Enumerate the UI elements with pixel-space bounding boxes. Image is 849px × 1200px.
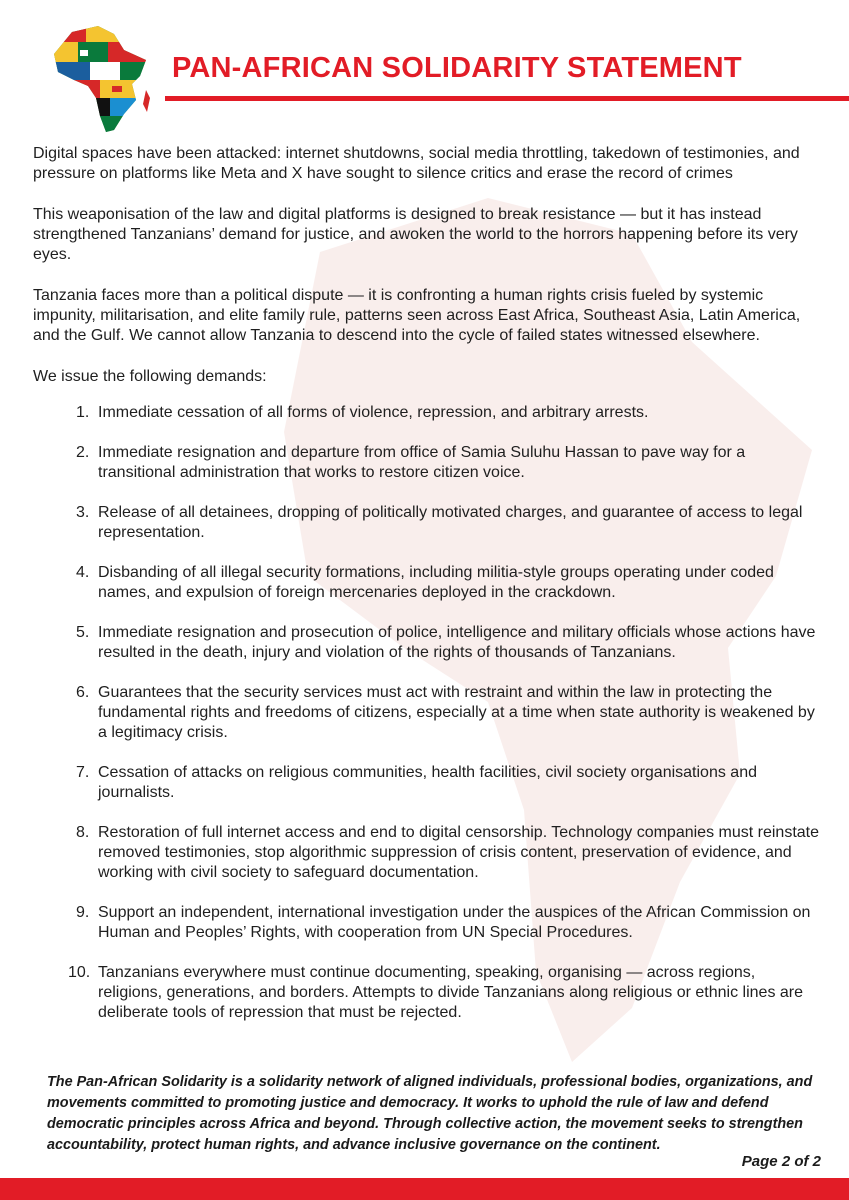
africa-flags-map-icon bbox=[50, 20, 158, 135]
organization-about: The Pan-African Solidarity is a solidarity network of aligned individuals, professional bodies, organizations, and movements committed to promoting justice and democracy. It works to uphold the rule of law and defend democratic principles across Africa and beyond. Through collective action, the movement seeks to strengthen accountability, protect human rights, and advance inclusive governance on the continent. bbox=[47, 1074, 813, 1154]
list-item bbox=[33, 623, 823, 663]
list-item-number: 2. bbox=[76, 444, 90, 461]
demands-intro: We issue the following demands: bbox=[33, 368, 267, 385]
list-item-text: Tanzanians everywhere must continue documenting, speaking, organising — across regions, religions, generations, and borders. Attempts to divide Tanzanians along religious or ethnic lines are deliberate tools of repression that must be rejected. bbox=[98, 964, 804, 1021]
list-item bbox=[33, 403, 823, 423]
list-item-number: 10. bbox=[68, 964, 91, 981]
list-item-number: 1. bbox=[76, 404, 90, 421]
list-item bbox=[33, 963, 823, 1023]
list-item-text: Cessation of attacks on religious communities, health facilities, civil society organisations and journalists. bbox=[98, 764, 757, 801]
list-item bbox=[33, 763, 823, 803]
list-item-number: 6. bbox=[76, 684, 90, 701]
demands-list bbox=[33, 403, 823, 1023]
list-item-number: 3. bbox=[76, 504, 90, 521]
statement-body bbox=[33, 144, 823, 1043]
page-number: Page 2 of 2 bbox=[741, 1153, 821, 1170]
list-item-text: Immediate resignation and prosecution of police, intelligence and military officials whose actions have resulted in the death, injury and violation of the rights of thousands of Tanzanians. bbox=[98, 624, 816, 661]
list-item-text: Release of all detainees, dropping of politically motivated charges, and guarantee of access to legal representation. bbox=[98, 504, 803, 541]
list-item bbox=[33, 903, 823, 943]
paragraph-digital-attacks: Digital spaces have been attacked: internet shutdowns, social media throttling, takedown of testimonies, and pressure on platforms like Meta and X have sought to silence critics and erase the record of crimes bbox=[33, 145, 800, 182]
paragraph-human-rights-crisis: Tanzania faces more than a political dispute — it is confronting a human rights crisis fueled by systemic impunity, militarisation, and elite family rule, patterns seen across East Africa, Southeast Asia, Latin America, and the Gulf. We cannot allow Tanzania to descend into the cycle of failed states witnessed elsewhere. bbox=[33, 287, 801, 344]
list-item-text: Guarantees that the security services must act with restraint and within the law in protecting the fundamental rights and freedoms of citizens, especially at a time when state authority is weakened by a legitimacy crisis. bbox=[98, 684, 815, 741]
list-item bbox=[33, 563, 823, 603]
list-item-number: 7. bbox=[76, 764, 90, 781]
list-item bbox=[33, 823, 823, 883]
list-item-number: 9. bbox=[76, 904, 90, 921]
footer-bar bbox=[0, 1178, 849, 1200]
madagascar-shape bbox=[143, 90, 150, 112]
list-item-text: Disbanding of all illegal security formations, including militia-style groups operating under coded names, and expulsion of foreign mercenaries deployed in the crackdown. bbox=[98, 564, 774, 601]
page-title: PAN-AFRICAN SOLIDARITY STATEMENT bbox=[172, 52, 742, 84]
list-item bbox=[33, 503, 823, 543]
list-item-text: Support an independent, international investigation under the auspices of the African Commission on Human and Peoples’ Rights, with cooperation from UN Special Procedures. bbox=[98, 904, 811, 941]
list-item-text: Immediate resignation and departure from office of Samia Suluhu Hassan to pave way for a transitional administration that works to restore citizen voice. bbox=[98, 444, 746, 481]
list-item-number: 8. bbox=[76, 824, 90, 841]
list-item-number: 5. bbox=[76, 624, 90, 641]
list-item bbox=[33, 683, 823, 743]
list-item bbox=[33, 443, 823, 483]
title-underline bbox=[165, 96, 849, 101]
paragraph-weaponisation: This weaponisation of the law and digital platforms is designed to break resistance — but it has instead strengthened Tanzanians’ demand for justice, and awoken the world to the horrors happening before its very eyes. bbox=[33, 206, 798, 263]
list-item-text: Restoration of full internet access and end to digital censorship. Technology companies must reinstate removed testimonies, stop algorithmic suppression of crisis content, preservation of evidence, and working with civil society to safeguard documentation. bbox=[98, 824, 819, 881]
list-item-text: Immediate cessation of all forms of violence, repression, and arbitrary arrests. bbox=[98, 404, 649, 421]
list-item-number: 4. bbox=[76, 564, 90, 581]
